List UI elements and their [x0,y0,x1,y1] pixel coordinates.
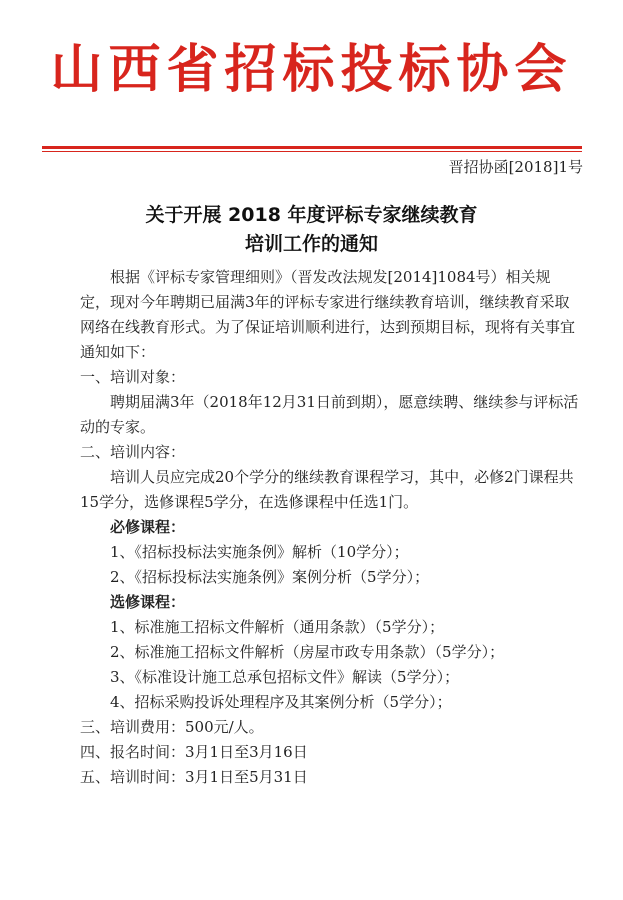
elective-course-item: 1、标准施工招标文件解析（通用条款）（5学分）； [110,618,445,636]
required-courses-heading: 必修课程： [110,518,186,536]
letterhead-rule-thick [42,146,582,149]
section2-text: 培训人员应完成20个学分的继续教育课程学习，其中，必修2门课程共15学分，选修课程5学分，在选修课程中任选1门。 [80,468,574,511]
section2-heading: 二、培训内容： [80,443,186,461]
intro-paragraph: 根据《评标专家管理细则》（晋发改法规发[2014]1084号）相关规定，现对今年聘期已届满3年的评标专家进行继续教育培训，继续教育采取网络在线教育形式。为了保证培训顺利进行，达到预期目标，现将有关事宜通知如下： [80,268,576,361]
elective-course-item: 3、《标准设计施工总承包招标文件》解读（5学分）； [110,668,460,686]
section1-text: 聘期届满3年（2018年12月31日前到期），愿意续聘、继续参与评标活动的专家。 [80,393,579,436]
elective-course-item: 2、标准施工招标文件解析（房屋市政专用条款）（5学分）； [110,643,505,661]
required-course-item: 1、《招标投标法实施条例》解析（10学分）； [110,543,409,561]
section5-training-period: 五、培训时间：3月1日至5月31日 [80,768,308,786]
section1-heading: 一、培训对象： [80,368,186,386]
notice-title-line1: 关于开展 2018 年度评标专家继续教育 [145,204,478,226]
elective-course-item: 4、招标采购投诉处理程序及其案例分析（5学分）； [110,693,452,711]
letterhead-rule-thin [42,151,582,152]
organization-letterhead: 山西省招标投标协会 [50,39,573,100]
section3-fee: 三、培训费用：500元/人。 [80,718,264,736]
notice-title-line2: 培训工作的通知 [244,233,378,255]
required-course-item: 2、《招标投标法实施条例》案例分析（5学分）； [110,568,430,586]
section4-registration: 四、报名时间：3月1日至3月16日 [80,743,308,761]
elective-courses-heading: 选修课程： [110,593,186,611]
document-number: 晋招协函[2018]1号 [448,158,583,176]
notice-body [80,265,580,790]
